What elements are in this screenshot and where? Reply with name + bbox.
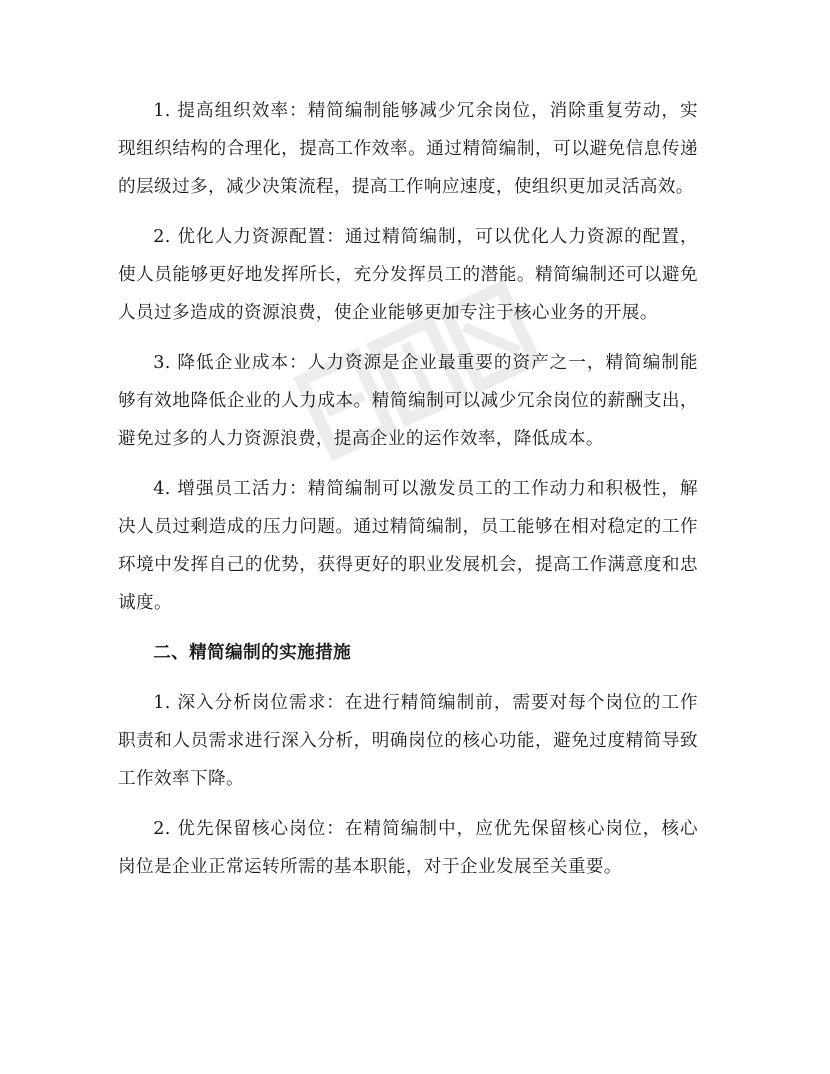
paragraph-staff-vitality: 4. 增强员工活力：精简编制可以激发员工的工作动力和积极性，解决人员过剩造成的压力问题。通过精简编制，员工能够在相对稳定的工作环境中发挥自己的优势，获得更好的职业发展机会，提高工作满意度和忠诚度。 bbox=[118, 479, 698, 613]
paragraph-reduce-cost: 3. 降低企业成本：人力资源是企业最重要的资产之一，精简编制能够有效地降低企业的人力成本。精简编制可以减少冗余岗位的薪酬支出，避免过多的人力资源浪费，提高企业的运作效率，降低成本。 bbox=[118, 353, 698, 449]
paragraph-optimize-hr: 2. 优化人力资源配置：通过精简编制，可以优化人力资源的配置，使人员能够更好地发挥所长，充分发挥员工的潜能。精简编制还可以避免人员过多造成的资源浪费，使企业能够更加专注于核心业务的开展。 bbox=[118, 227, 698, 323]
document-body bbox=[118, 92, 698, 898]
paragraph-keep-core-positions: 2. 优先保留核心岗位：在精简编制中，应优先保留核心岗位，核心岗位是企业正常运转所需的基本职能，对于企业发展至关重要。 bbox=[118, 819, 698, 877]
section-heading: 二、精简编制的实施措施 bbox=[153, 642, 352, 663]
paragraph-improve-efficiency: 1. 提高组织效率：精简编制能够减少冗余岗位，消除重复劳动，实现组织结构的合理化，提高工作效率。通过精简编制，可以避免信息传递的层级过多，减少决策流程，提高工作响应速度，使组织更加灵活高效。 bbox=[118, 101, 698, 197]
paragraph-analyze-positions: 1. 深入分析岗位需求：在进行精简编制前，需要对每个岗位的工作职责和人员需求进行深入分析，明确岗位的核心功能，避免过度精简导致工作效率下降。 bbox=[118, 693, 698, 789]
